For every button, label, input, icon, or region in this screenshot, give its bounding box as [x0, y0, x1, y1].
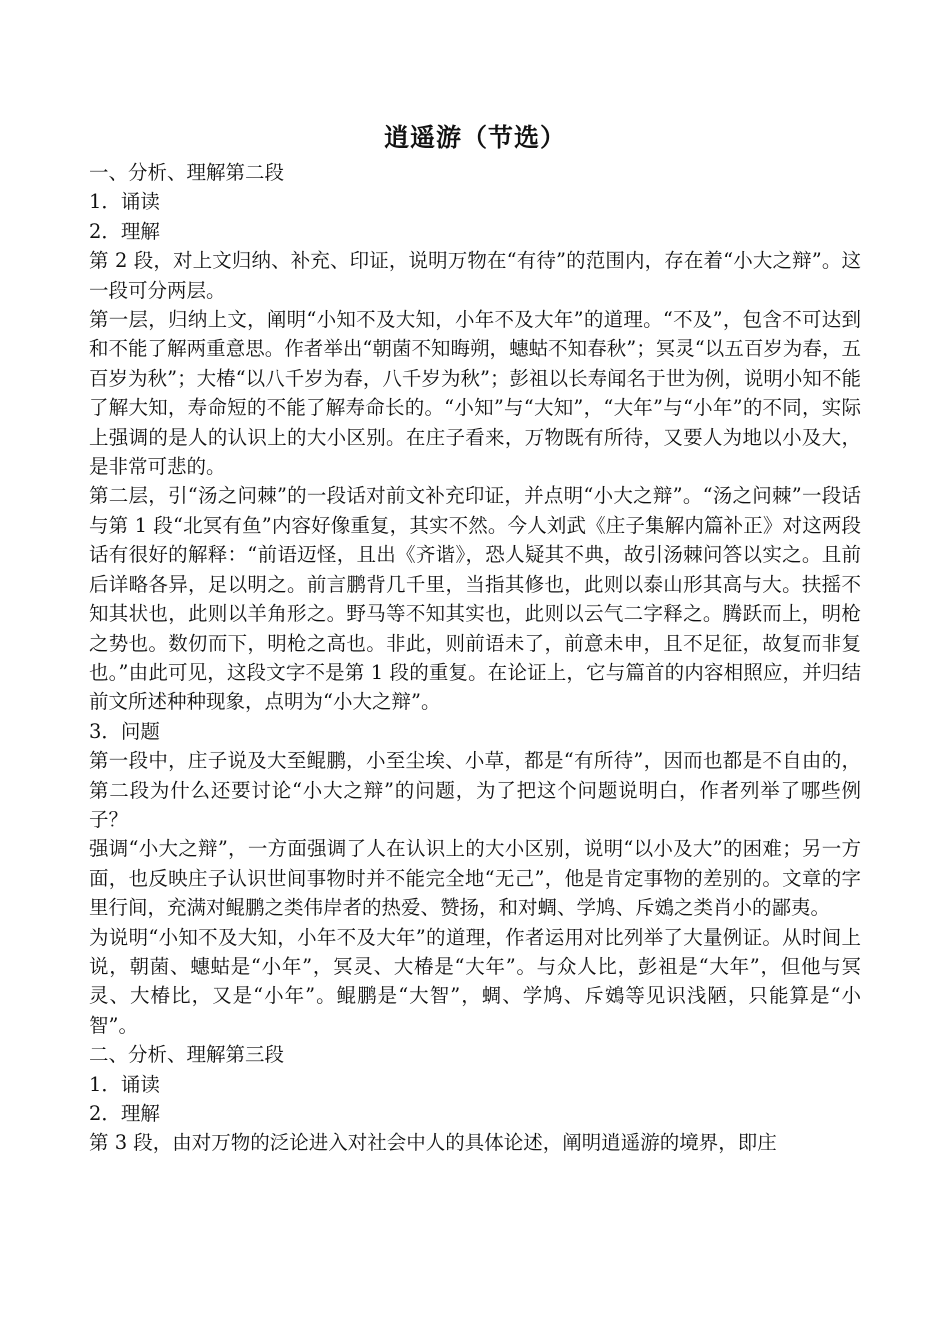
subheading-recite: 1．诵读 [89, 190, 160, 214]
paragraph-answer-one: 强调“小大之辩”，一方面强调了人在认识上的大小区别，说明“以小及大”的困难；另一方面，也反映庄子认识世间事物时并不能完全地“无己”，他是肯定事物的差别的。文章的字里行间，充满对鲲鹏之类伟岸者的热爱、赞扬，和对蜩、学鸠、斥鴳之类肖小的鄙夷。 [89, 837, 861, 920]
paragraph-question: 第一段中，庄子说及大至鲲鹏，小至尘埃、小草，都是“有所待”，因而也都是不自由的，第二段为什么还要讨论“小大之辩”的问题，为了把这个问题说明白，作者列举了哪些例子？ [89, 749, 861, 831]
subheading-understand: 2．理解 [89, 219, 160, 243]
section-heading-2: 一、分析、理解第二段 [89, 161, 285, 184]
paragraph-section-three: 第 3 段，由对万物的泛论进入对社会中人的具体论述，阐明逍遥游的境界，即庄 [89, 1131, 777, 1155]
paragraph-overview: 第 2 段，对上文归纳、补充、印证，说明万物在“有待”的范围内，存在着“小大之辩”。这一段可分两层。 [89, 249, 861, 302]
subheading-understand-3: 2．理解 [89, 1102, 160, 1125]
document-page [89, 118, 861, 1158]
subheading-recite-3: 1．诵读 [89, 1072, 160, 1096]
paragraph-layer-one: 第一层，归纳上文，阐明“小知不及大知，小年不及大年”的道理。“不及”，包含不可达到和不能了解两重意思。作者举出“朝菌不知晦朔，蟪蛄不知春秋”；冥灵“以五百岁为春，五百岁为秋”；大椿“以八千岁为春，八千岁为秋”；彭祖以长寿闻名于世为例，说明小知不能了解大知，寿命短的不能了解寿命长的。“小知”与“大知”，“大年”与“小年”的不同，实际上强调的是人的认识上的大小区别。在庄子看来，万物既有所待，又要人为地以小及大，是非常可悲的。 [89, 308, 861, 479]
document-title: 逍遥游（节选） [383, 123, 566, 152]
paragraph-layer-two: 第二层，引“汤之问棘”的一段话对前文补充印证，并点明“小大之辩”。“汤之问棘”一段话与第 1 段“北冥有鱼”内容好像重复，其实不然。今人刘武《庄子集解内篇补正》对这两段话有很好的解释：“前语迈怪，且出《齐谐》，恐人疑其不典，故引汤棘问答以实之。且前后详略各异，足以明之。前言鹏背几千里，当指其修也，此则以泰山形其高与大。扶摇不知其状也，此则以羊角形之。野马等不知其实也，此则以云气二字释之。腾跃而上，明枪之势也。数仞而下，明枪之高也。非此，则前语未了，前意未申，且不足征，故复而非复也。”由此可见，这段文字不是第 1 段的重复。在论证上，它与篇首的内容相照应，并归结前文所述种种现象，点明为“小大之辩”。 [89, 484, 861, 714]
paragraph-answer-two: 为说明“小知不及大知，小年不及大年”的道理，作者运用对比列举了大量例证。从时间上说，朝菌、蟪蛄是“小年”，冥灵、大椿是“大年”。与众人比，彭祖是“大年”，但他与冥灵、大椿比，又是“小年”。鲲鹏是“大智”，蜩、学鸠、斥鴳等见识浅陋，只能算是“小智”。 [89, 925, 861, 1037]
subheading-question: 3．问题 [89, 719, 160, 743]
section-heading-3: 二、分析、理解第三段 [89, 1043, 285, 1067]
